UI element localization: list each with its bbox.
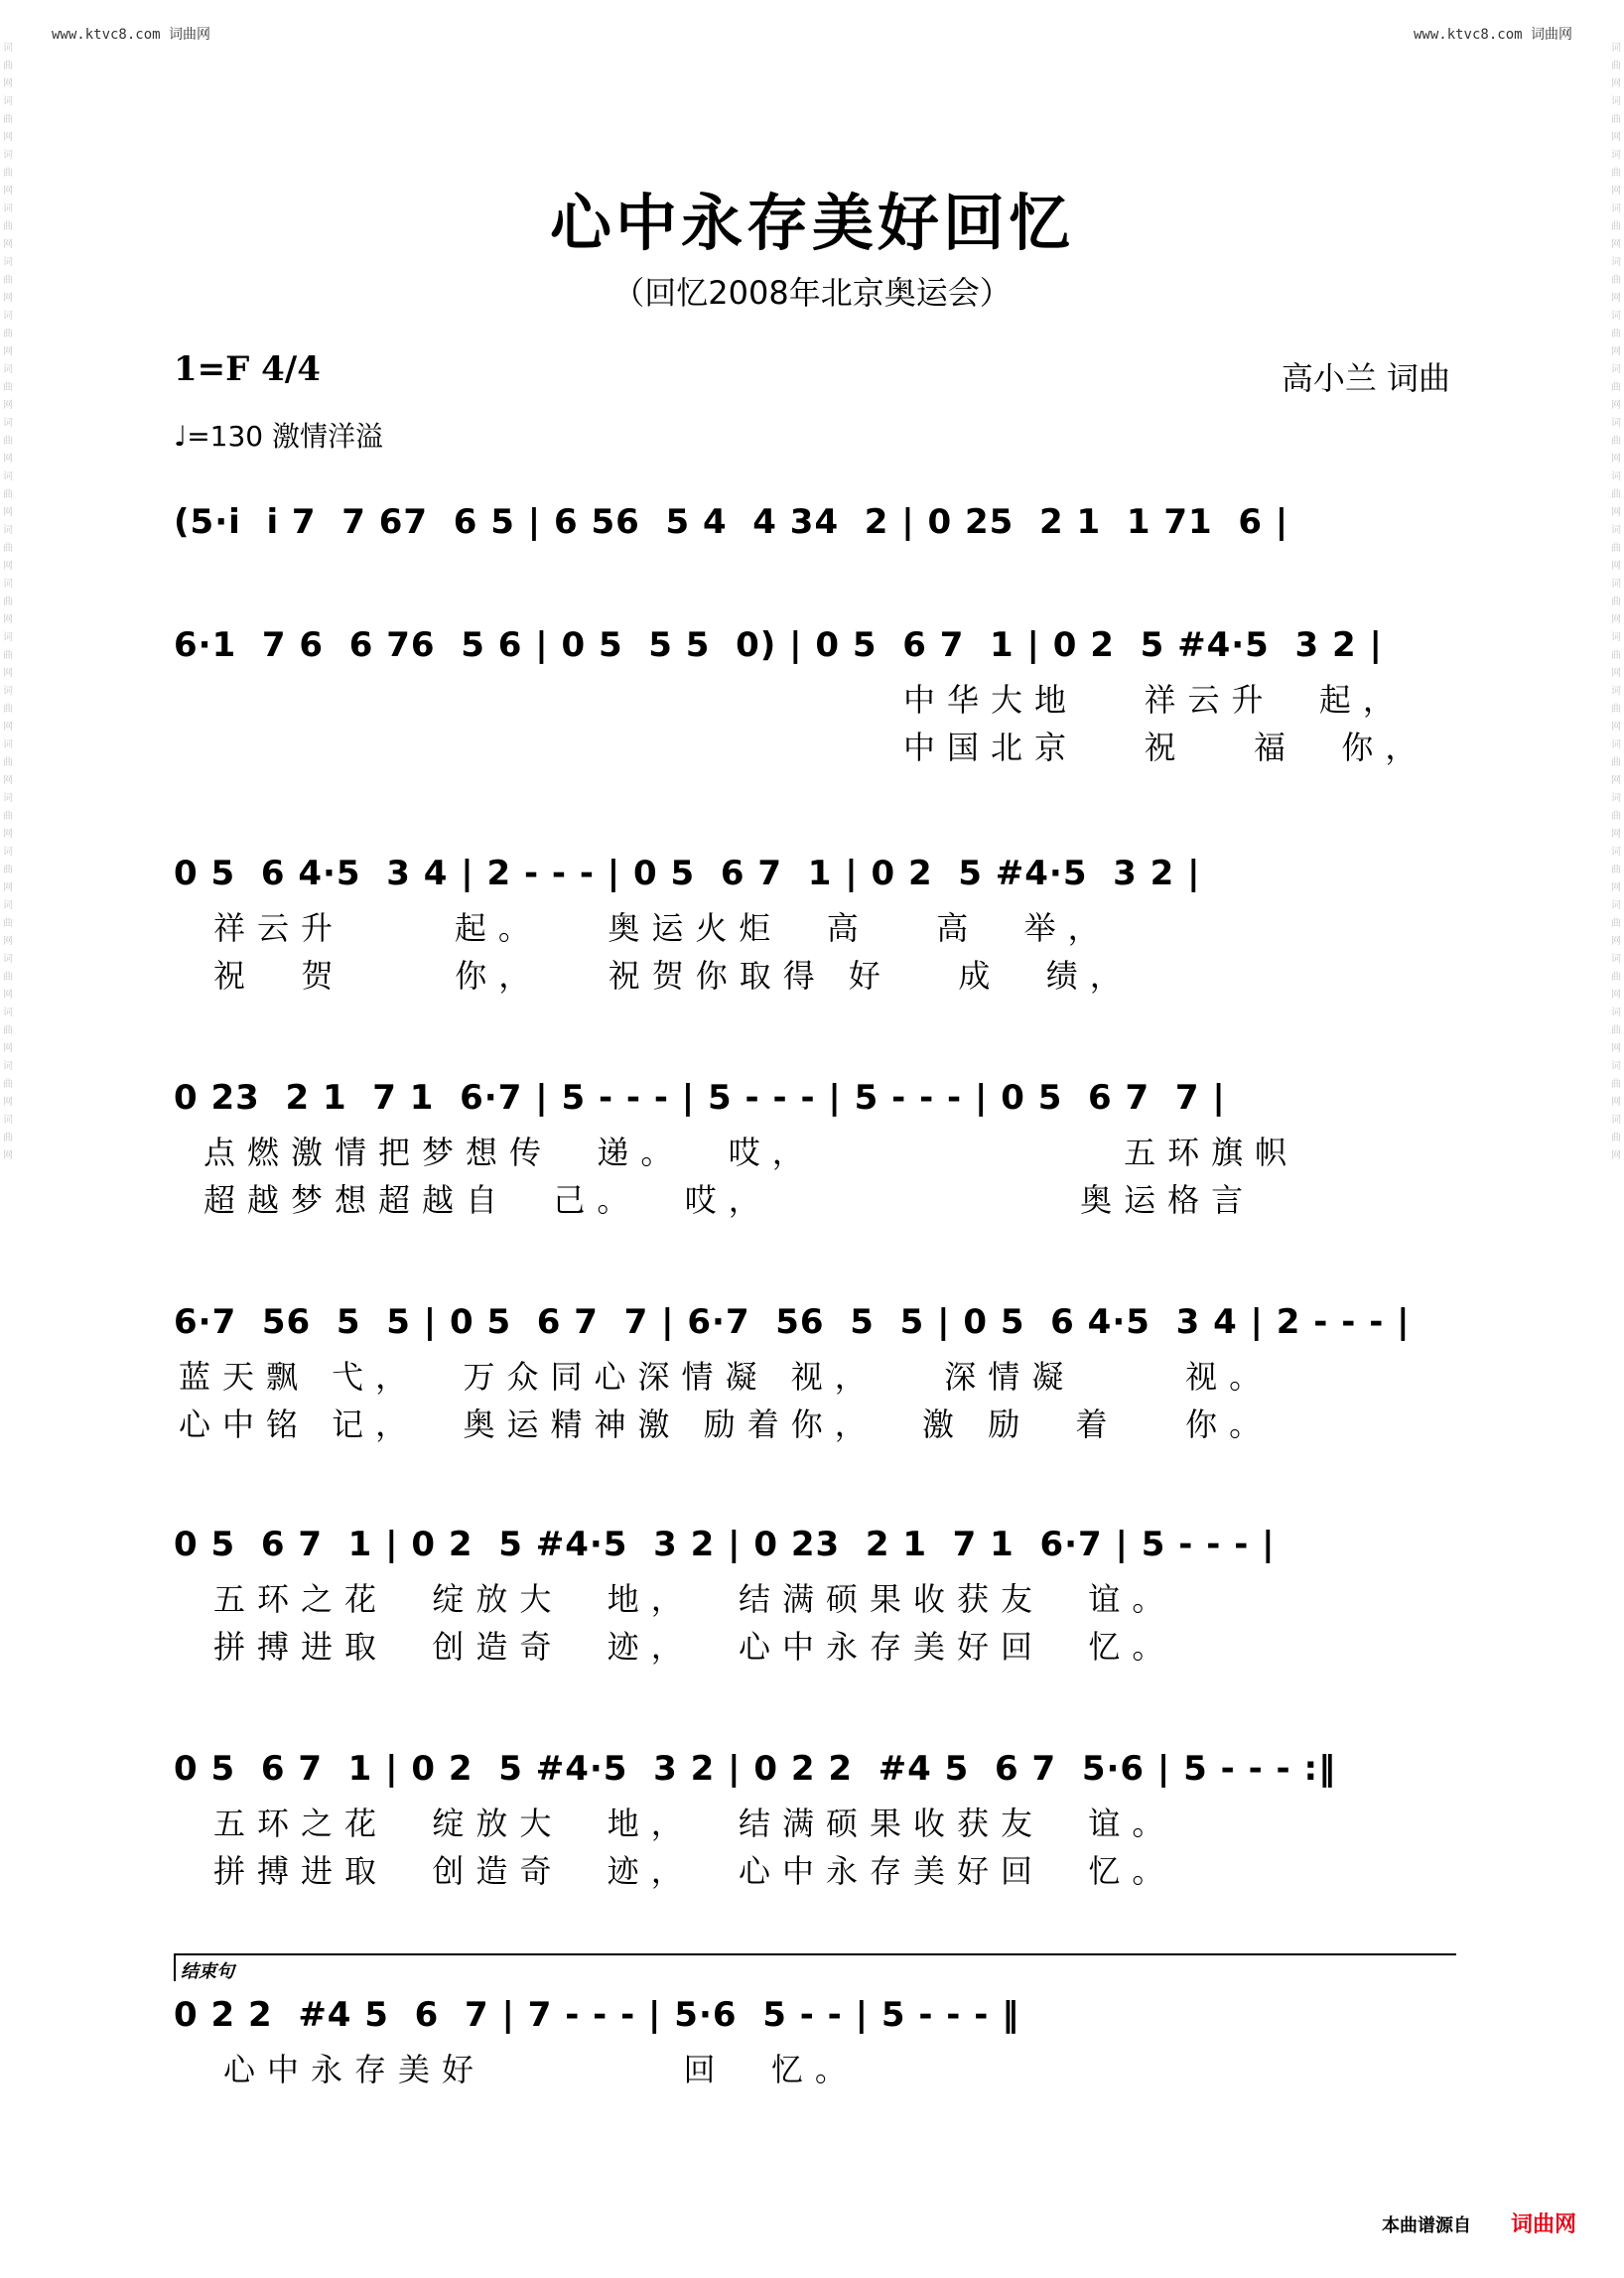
notation: 6·7 56 5 5 | 0 5 6 7 7 | 6·7 56 5 5 | 0 5 6 4·5 3 4 | 2 - - - |: [174, 1302, 1411, 1342]
composer-credit: 高小兰 词曲: [1281, 359, 1450, 397]
coda-bracket: [174, 1953, 1456, 1981]
lyric-verse-2: 超越梦想超越自 己。 哎， 奥运格言: [203, 1181, 1256, 1219]
side-watermark-right: 词曲网词曲网词曲网词曲网词曲网词曲网词曲网词曲网词曲网词曲网词曲网词曲网词曲网词曲网词曲网词曲网词曲网词曲网词曲网词曲网词曲网: [1611, 43, 1621, 1161]
lyric-verse-1: 祥云升 起。 奥运火炬 高 高 举，: [213, 909, 1112, 947]
notation: (5·i i 7 7 67 6 5 | 6 56 5 4 4 34 2 | 0 25 2 1 1 71 6 |: [174, 502, 1289, 542]
score-line-6: [174, 1515, 1454, 1670]
song-subtitle: （回忆2008年北京奥运会）: [612, 274, 1012, 312]
lyric-verse-2: 祝 贺 你， 祝贺你取得 好 成 绩，: [213, 957, 1134, 995]
notation: 0 5 6 7 1 | 0 2 5 #4·5 3 2 | 0 23 2 1 7 1 6·7 | 5 - - - |: [174, 1525, 1276, 1564]
score-line-7: [174, 1739, 1454, 1894]
notation: 6·1 7 6 6 76 5 6 | 0 5 5 5 0) | 0 5 6 7 1 | 0 2 5 #4·5 3 2 |: [174, 625, 1383, 665]
lyric-verse-1: 五环之花 绽放大 地， 结满硕果收获友 谊。: [213, 1580, 1176, 1618]
notation: 0 5 6 7 1 | 0 2 5 #4·5 3 2 | 0 2 2 #4 5 6 7 5·6 | 5 - - - :‖: [174, 1749, 1337, 1789]
footer-credit: [1382, 2208, 1576, 2238]
score-line-8: [174, 1985, 1454, 2092]
lyric-verse-1: 点燃激情把梦想传 递。 哎， 五环旗帜: [203, 1134, 1299, 1171]
lyric-verse-2: 心中铭 记， 奥运精神激 励着你， 激 励 着 你。: [179, 1406, 1274, 1443]
lyric-verse-1: 中华大地 祥云升 起，: [903, 681, 1407, 719]
footer-source-text: 本曲谱源自: [1381, 2215, 1471, 2236]
score-line-4: [174, 1068, 1454, 1223]
lyric-verse-2: 拼搏进取 创造奇 迹， 心中永存美好回 忆。: [213, 1628, 1176, 1666]
lyric-verse-1: 蓝天飘 弋， 万众同心深情凝 视， 深情凝 视。: [179, 1358, 1274, 1396]
tempo-marking: ♩=130 激情洋溢: [174, 420, 384, 453]
notation: 0 2 2 #4 5 6 7 | 7 - - - | 5·6 5 - - | 5 - - - ‖: [174, 1995, 1020, 2035]
lyric-verse-2: 拼搏进取 创造奇 迹， 心中永存美好回 忆。: [213, 1852, 1176, 1890]
lyric-verse-1: 心中永存美好 回 忆。: [223, 2051, 859, 2088]
song-title: 心中永存美好回忆: [549, 187, 1074, 259]
notation: 0 5 6 4·5 3 4 | 2 - - - | 0 5 6 7 1 | 0 2 5 #4·5 3 2 |: [174, 854, 1201, 893]
header-right-url: www.ktvc8.com 词曲网: [1413, 27, 1572, 43]
side-watermark-left: 词曲网词曲网词曲网词曲网词曲网词曲网词曲网词曲网词曲网词曲网词曲网词曲网词曲网词曲网词曲网词曲网词曲网词曲网词曲网词曲网词曲网: [3, 43, 13, 1161]
lyric-verse-2: 中国北京 祝 福 你，: [903, 729, 1429, 766]
lyric-verse-1: 五环之花 绽放大 地， 结满硕果收获友 谊。: [213, 1805, 1176, 1842]
key-signature: 1=F 4/4: [174, 349, 321, 389]
footer-brand-link[interactable]: 词曲网: [1510, 2212, 1576, 2237]
score-line-5: [174, 1292, 1454, 1447]
notation: 0 23 2 1 7 1 6·7 | 5 - - - | 5 - - - | 5 - - - | 0 5 6 7 7 |: [174, 1078, 1226, 1118]
header-left-url: www.ktvc8.com 词曲网: [52, 27, 211, 43]
score-line-1: [174, 492, 1454, 552]
score-line-3: [174, 844, 1454, 999]
coda-label: 结束句: [181, 1961, 234, 1982]
score-line-2: [174, 615, 1454, 770]
